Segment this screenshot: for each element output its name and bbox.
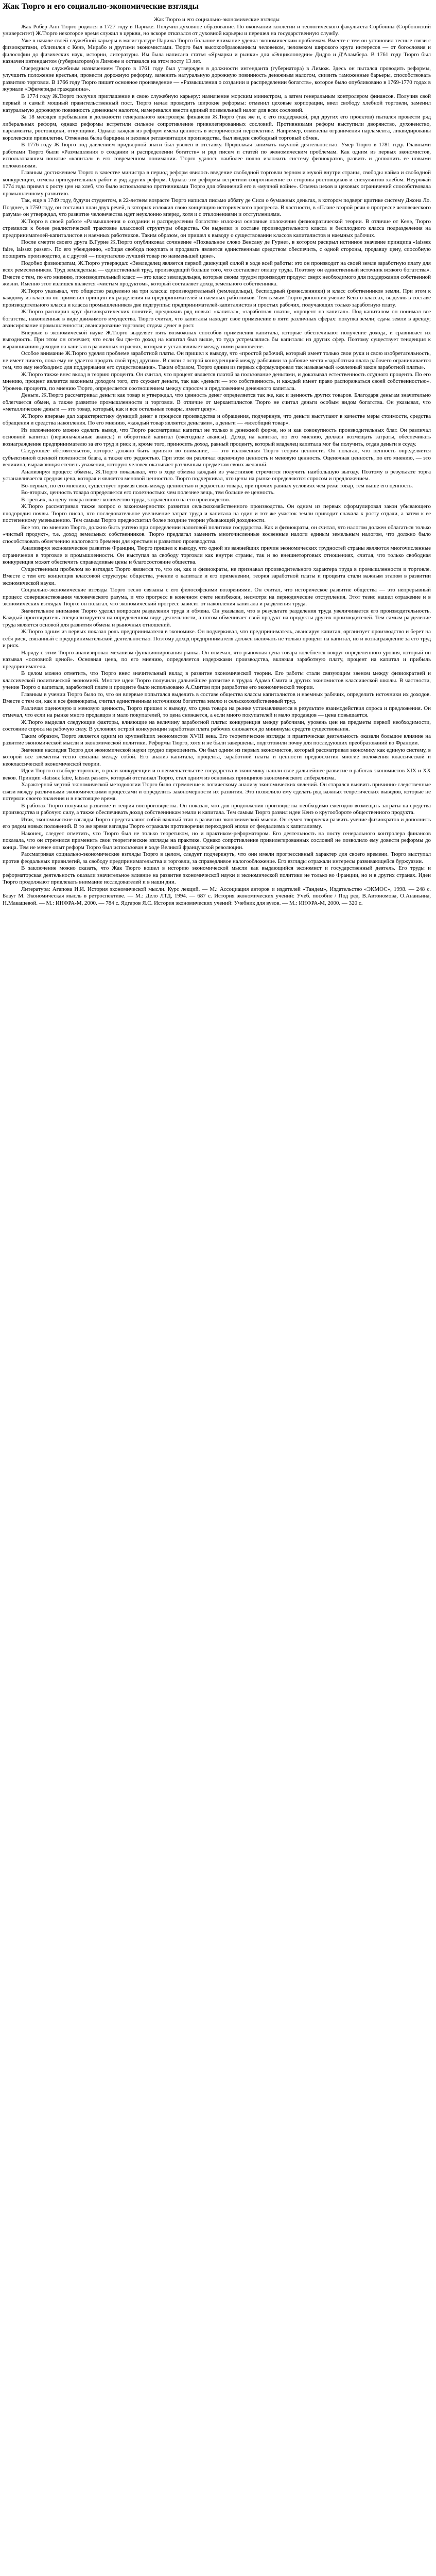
paragraph: Ж.Тюрго также внес вклад в теорию процента. Он считал, что процент является платой за пользование деньгами, и доказывал естественность ссудного процента. По его мнению, процент является законным доходом того, кто ссужает деньги, так как «деньги — это собственность, и каждый имеет право распоряжаться своей собственностью». Уровень процента, по мнению Тюрго, определяется соотношением между спросом и предложением денежного капитала. (3, 371, 431, 392)
paragraph: В целом можно отметить, что Тюрго внес значительный вклад в развитие экономической теории. Его работы стали связующим звеном между физиократией и классической политической экономией. Многие идеи Тюрго получили дальнейшее развитие в трудах Адама Смита и других экономистов классической школы. В частности, учение Тюрго о капитале, заработной плате и проценте было использовано А.Смитом при разработке его экономической теории. (3, 670, 431, 690)
paragraph: Ж.Тюрго выделял следующие факторы, влияющие на величину заработной платы: конкуренция между рабочими, уровень цен на предметы первой необходимости, состояние спроса на рабочую силу. В условиях острой конкуренции заработная плата рабочих снижается до минимума средств существования. (3, 719, 431, 732)
paragraph: Ж.Тюрго впервые дал характеристику функций денег в процессе производства и обращения, подчеркнув, что деньги выступают в качестве меры стоимости, средства обращения и средства накопления. По его мнению, «каждый товар является деньгами», а деньги — «всеобщий товар». (3, 413, 431, 426)
paragraph: Из изложенного можно сделать вывод, что Тюрго рассматривал капитал не только в денежной форме, но и как совокупность производительных благ. Он различал основной капитал (первоначальные авансы) и оборотный капитал (ежегодные авансы). Доход на капитал, по его мнению, должен возмещать затраты, обеспечивать вознаграждение предпринимателю за его труд и риск и, кроме того, приносить доход, равный проценту, который владелец капитала мог бы получить, отдав деньги в ссуду. (3, 427, 431, 447)
paragraph: Итак, экономические взгляды Тюрго представляют собой важный этап в развитии экономической мысли. Он сумел творчески развить учение физиократов и дополнить его рядом новых положений. В то же время взгляды Тюрго отражали противоречия переходной эпохи от феодализма к капитализму. (3, 816, 431, 829)
paragraph: Ж.Тюрго расширил круг физиократических понятий, предложив ряд новых: «капитал», «заработная плата», «процент на капитал». Под капиталом он понимал все богатства, накопленные в виде движимого имущества. Тюрго считал, что капиталы находят свое применение в пяти различных сферах: покупка земли; сдача земли в аренду; авансирование промышленности; авансирование торговли; отдача денег в рост. (3, 309, 431, 329)
paragraph: Анализируя процесс обмена, Ж.Тюрго показывал, что в ходе обмена каждый из участников стремится получить наибольшую выгоду. Поэтому в результате торга устанавливается средняя цена, которая и является меновой ценностью. Тюрго подчеркивал, что цены на рынке определяются спросом и предложением. (3, 468, 431, 482)
paragraph: Так, еще в 1749 году, будучи студентом, в 22-летнем возрасте Тюрго написал письмо аббату де Сиси о бумажных деньгах, в котором подверг критике систему Джона Ло. Позднее, в 1750 году, он составил план двух речей, в которых изложил свою концепцию исторического прогресса. В частности, в «Плане второй речи о прогрессе человеческого разума» он утверждал, что развитие человечества идет неуклонно вперед, хотя и с отклонениями и отступлениями. (3, 197, 431, 217)
paragraph: В-третьих, на цену товара влияет количество труда, затраченного на его производство. (21, 496, 230, 503)
paragraph: Таким образом, Тюрго является одним из крупнейших экономистов XVIII века. Его теоретические взгляды и практическая деятельность оказали большое влияние на развитие экономической мысли и экономической политики. Реформы Тюрго, хотя и не были завершены, подготовили почву для последующих преобразований во Франции. (3, 733, 431, 746)
paragraph: Особое внимание Ж.Тюрго уделял проблеме заработной платы. Он пришел к выводу, что «простой рабочий, который имеет только свои руки и свою изобретательность, не имеет ничего, пока ему не удается продать свой труд другим». В связи с острой конкуренцией между рабочими за рабочие места «заработная плата рабочего ограничивается тем, что ему необходимо для поддержания его существования». Таким образом, Тюрго одним из первых сформулировал так называемый «железный закон заработной платы». (3, 350, 431, 370)
paragraph: Наконец, следует отметить, что Тюрго был не только теоретиком, но и практиком-реформатором. Его деятельность на посту генерального контролера финансов показала, что он стремился применить свои теоретические взгляды на практике. Однако сопротивление привилегированных сословий не позволило ему довести реформы до конца. Тем не менее опыт реформ Тюрго был использован в ходе Великой французской революции. (3, 830, 431, 851)
paragraph: Ж.Тюрго рассматривал также вопрос о закономерностях развития сельскохозяйственного производства. Он одним из первых сформулировал закон убывающего плодородия почвы. Тюрго писал, что последовательное увеличение затрат труда и капитала на один и тот же участок земли приводит сначала к росту отдачи, а затем к ее постепенному уменьшению. Тем самым Тюрго предвосхитил более поздние теории убывающей доходности. (3, 503, 431, 523)
paragraph: Подобно физиократам, Ж.Тюрго утверждал: «Земледелец является первой движущей силой в ходе всей работы: это он производит на своей земле заработную плату для всех ремесленников. Труд земледельца — единственный труд, производящий больше того, что составляет оплату труда. Поэтому он единственный источник всякого богатства». Вместе с тем, по его мнению, производительный класс — это класс земледельцев, которые своим трудом производят продукт сверх необходимого для поддержания собственной жизни. Именно этот излишек является «чистым продуктом», который составляет доход земельного собственника. (3, 260, 431, 287)
document-subtitle: Жак Тюрго и его социально-экономические взгляды (153, 16, 280, 23)
paragraph: Ж.Тюрго указывал, что общество разделено на три класса: производительный (земледельцы), бесплодный (ремесленники) и класс собственников земли. При этом к каждому из классов он применил принцип их разделения на предпринимателей и наемных работников. Тем самым Тюрго дополнил учение Кенэ о классах, выделив в составе производительного класса и класса промышленников две подгруппы: предпринимателей-капиталистов и простых рабочих, получающих только заработную плату. (3, 287, 431, 308)
paragraph: Деньги. Ж.Тюрго рассматривал деньги как товар и утверждал, что ценность денег определяется так же, как и ценность других товаров. Благодаря деньгам значительно облегчается обмен, а также развитие промышленности и торговли. В отличие от меркантилистов Тюрго не считал деньги особым видом богатства. Он указывал, что «металлические деньги — это товар, который, как и все остальные товары, имеет цену». (3, 392, 431, 412)
document-title: Жак Тюрго и его социально-экономические взгляды (3, 2, 199, 11)
paragraph: Идеи Тюрго о свободе торговли, о роли конкуренции и о невмешательстве государства в экономику нашли свое дальнейшее развитие в работах экономистов XIX и XX веков. Принцип «laissez faire, laissez passer», который отстаивал Тюрго, стал одним из основных принципов экономического либерализма. (3, 768, 431, 781)
paragraph: Значение наследия Тюрго для экономической науки трудно переоценить. Он был одним из первых экономистов, который рассматривал экономику как единую систему, в которой все элементы тесно связаны между собой. Его анализ капитала, процента, заработной платы и ценности предвосхитил многие положения классической и неоклассической экономической теории. (3, 747, 431, 767)
paragraph: Наряду с этим Тюрго анализировал механизм функционирования рынка. Он отмечал, что рыночная цена товара колеблется вокруг определенного уровня, который он называл «основной ценой». Основная цена, по его мнению, определяется издержками производства, включая заработную плату, процент на капитал и прибыль предпринимателя. (3, 649, 431, 670)
paragraph: Характерной чертой экономической методологии Тюрго было стремление к логическому анализу экономических явлений. Он старался выявить причинно-следственные связи между различными экономическими процессами и определить закономерности их развития. Это позволило ему сделать ряд важных теоретических выводов, которые не потеряли своего значения и в настоящее время. (3, 782, 431, 802)
paragraph: В работах Тюрго получила развитие и теория воспроизводства. Он показал, что для продолжения производства необходимо ежегодно возмещать затраты на средства производства и рабочую силу, а также обеспечивать доход собственникам земли и капитала. Тем самым Тюрго развил идеи Кенэ о кругообороте общественного продукта. (3, 802, 431, 816)
paragraph: В заключение можно сказать, что Жак Тюрго вошел в историю экономической мысли как выдающийся экономист и государственный деятель. Его труды и реформаторская деятельность оказали значительное влияние на развитие экономической науки и экономической политики не только во Франции, но и в других странах. Идеи Тюрго продолжают привлекать внимание исследователей и в наши дни. (3, 865, 431, 885)
paragraph: Во-первых, по его мнению, существует прямая связь между ценностью и редкостью товара, при прочих равных условиях чем реже товар, тем выше его ценность. (21, 482, 413, 489)
paragraph: Различая оценочную и меновую ценность, Тюрго пришел к выводу, что цена товара на рынке устанавливается в результате взаимодействия спроса и предложения. Он отмечал, что если на рынке много продавцов и мало покупателей, то цена снижается, а если много покупателей и мало продавцов — цена повышается. (3, 705, 431, 718)
paragraph: Очередным служебным назначением Тюрго в 1761 году был утвержден в должности интенданта (губернатора) в Лимож. Здесь он пытался проводить реформы, улучшить положение крестьян, провести дорожную реформу, заменить натуральную дорожную повинность денежным налогом, снизить таможенные барьеры, способствовать развитию торговли. В 1766 году Тюрго пишет основное произведение — «Размышления о создании и распределении богатств», которое было опубликовано в 1769-1770 годах в журнале «Эфемериды гражданина». (3, 65, 431, 92)
paragraph: Анализируя экономическое развитие Франции, Тюрго пришел к выводу, что одной из важнейших причин экономических трудностей страны являются многочисленные ограничения в торговле и промышленности. Он выступал за свободу торговли как внутри страны, так и во внешнеторговых отношениях, считая, что только свободная конкуренция может обеспечить справедливые цены и благосостояние общества. (3, 545, 431, 565)
paragraph: Главным в учении Тюрго было то, что он впервые попытался выделить в составе общества классы капиталистов и наемных рабочих, определить источники их доходов. Вместе с тем он, как и все физиократы, считал единственным источником богатства землю и сельскохозяйственный труд. (3, 691, 431, 704)
paragraph: Уже в начале своей служебной карьеры в магистратуре Парижа Тюрго большое внимание уделял экономическим проблемам. Вместе с тем он установил тесные связи с физиократами, сблизился с Кенэ, Мирабо и другими экономистами. Тюрго был высокообразованным человеком, человеком широкого круга интересов — от богословия и философии до физических наук, истории, литературы. Им была написана статья «Ярмарки и рынки» для «Энциклопедии» Дидро и Д'Аламбера. В 1761 году Тюрго был назначен интендантом (губернатором) в Лиможе и оставался на этом посту 13 лет. (3, 37, 431, 64)
paragraph: Жак Робер Анн Тюрго родился в 1727 году в Париже. Получил духовное образование. По окончании коллегии и теологического факультета Сорбонны (Сорбоннский университет) Ж.Тюрго некоторое время служил в церкви, но вскоре отказался от духовной карьеры и перешел на государственную службу. (3, 23, 431, 37)
paragraph: Следующее обстоятельство, которое должно быть принято во внимание, — это изложенная Тюрго теория ценности. Он полагал, что ценность определяется субъективной оценкой полезности блага, а также его редкостью. При этом он различал оценочную ценность и меновую ценность. Оценочная ценность, по его мнению, — это величина, выражающая степень уважения, которую человек оказывает различным предметам своих желаний. (3, 448, 431, 468)
paragraph: Все это, по мнению Тюрго, должно быть учтено при определении налоговой политики государства. Как и физиократы, он считал, что налогом должен облагаться только «чистый продукт», т.е. доход земельных собственников. Тюрго предлагал заменить многочисленные косвенные налоги единым земельным налогом, что должно было способствовать облегчению налогового бремени для крестьян и развитию производства. (3, 524, 431, 545)
paragraph: Рассматривая социально-экономические взгляды Тюрго в целом, следует подчеркнуть, что они имели прогрессивный характер для своего времени. Тюрго выступал против феодальных привилегий, за свободу предпринимательства и торговли, за справедливое налогообложение. Его взгляды отражали интересы развивающейся буржуазии. (3, 851, 431, 865)
paragraph: Социально-экономические взгляды Тюрго тесно связаны с его философскими воззрениями. Он считал, что историческое развитие общества — это непрерывный процесс совершенствования человеческого разума, и что прогресс в конечном счете неизбежен, несмотря на периодические отступления. Этот тезис нашел отражение и в экономических взглядах Тюрго: он полагал, что экономический прогресс зависит от накопления капитала и разделения труда. (3, 587, 431, 607)
paragraph: Главным достижением Тюрго в качестве министра в период реформ явилось введение свободной торговли зерном и мукой внутри страны, свободы найма и свободной конкуренции, отмена принудительных работ и ряд других реформ. Однако эти реформы встретили сопротивление со стороны ростовщиков и спекулянтов хлебом. Неурожай 1774 года привел к росту цен на хлеб, что было использовано противниками Тюрго для обвинений его в «мучной войне». Отмена цехов и цеховых ограничений способствовала промышленному развитию. (3, 170, 431, 197)
paragraph: Ж.Тюрго одним из первых показал роль предпринимателя в экономике. Он подчеркивал, что предприниматель, авансируя капитал, организует производство и берет на себя риск, связанный с предпринимательской деятельностью. Поэтому доход предпринимателя должен включать не только процент на капитал, но и вознаграждение за его труд и риск. (3, 629, 431, 649)
paragraph: После смерти своего друга В.Гурне Ж.Тюрго опубликовал сочинение «Похвальное слово Венсану де Гурне», в котором раскрыл истинное значение принципа «laissez faire, laissez passer». По его убеждению, «общая свобода покупать и продавать является единственным средством обеспечить, с одной стороны, продавцу цену, способную поощрять производство, а с другой — покупателю лучший товар по наименьшей цене». (3, 239, 431, 259)
paragraph: Впервые в экономической науке Ж.Тюрго выделяет пять возможных способов применения капитала, которые обеспечивают получение дохода, и сравнивает их выгодность. При этом он отмечает, что если бы где-то доход на капитал был выше, то туда устремлялись бы капиталы из других сфер. Поэтому существует тенденция к выравниванию доходов на капитал в различных отраслях, которая и устанавливает между ними равновесие. (3, 329, 431, 350)
paragraph: Литература: Агапова И.И. История экономической мысли. Курс лекций. — М.: Ассоциация авторов и издателей «Тандем», Издательство «ЭКМОС», 1998. — 248 с. Блауг М. Экономическая мысль в ретроспективе. — М.: Дело ЛТД, 1994. — 687 с. История экономических учений: Учеб. пособие / Под ред. В.Автономова, О.Ананьина, Н.Макашевой. — М.: ИНФРА-М, 2000. — 784 с. Ядгаров Я.С. История экономических учений: Учебник для вузов. — М.: ИНФРА-М, 2000. — 320 с. (3, 886, 431, 906)
paragraph: Во-вторых, ценность товара определяется его полезностью: чем полезнее вещь, тем больше ее ценность. (21, 489, 275, 496)
document-body (3, 24, 431, 907)
paragraph: Значительное внимание Тюрго уделял вопросам разделения труда и обмена. Он указывал, что в результате разделения труда увеличивается его производительность. Каждый производитель специализируется на определенном виде деятельности, а потом обменивает свой продукт на продукты других производителей. Тем самым разделение труда является основой для развития обмена и рыночных отношений. (3, 607, 431, 628)
paragraph: Существенным пробелом во взглядах Тюрго является то, что он, как и физиократы, не признавал производительного характера труда в промышленности и торговле. Вместе с тем его концепция классовой структуры общества, учение о капитале и его применении, теория заработной платы и процента стали важным этапом в развитии экономической науки. (3, 566, 431, 586)
paragraph: Ж.Тюрго в своей работе «Размышления о создании и распределении богатств» изложил основные положения физиократической теории. В отличие от Кенэ, Тюрго стремился к более реалистической трактовке классовой структуры общества. Он выделил в составе производительного класса и бесплодного класса подразделения на предпринимателей-капиталистов и наемных работников. Таким образом, он пришел к выводу о существовании классов капиталистов и наемных рабочих. (3, 218, 431, 239)
paragraph: В 1776 году Ж.Тюрго под давлением придворной знати был уволен в отставку. Продолжая занимать научной деятельностью. Умер Тюрго в 1781 году. Главными работами Тюрго были «Размышления о создании и распределении богатств» и ряд писем и статей по экономическим проблемам. Как одним из первых экономистов, использовавшим понятие «капитал» в его современном понимании. Тюрго удалось наиболее полно изложить систему физиократов, развить и дополнить ее новыми положениями. (3, 142, 431, 169)
paragraph: В 1774 году Ж.Тюрго получил приглашение в свою служебную карьеру: назначение морским министром, а затем генеральным контролером финансов. Получив свой первый и самый мощный правительственный пост, Тюрго начал проводить широкие реформы: отменил цеховые корпорации, ввел свободу хлебной торговли, заменил натуральную дорожную повинность денежным налогом, намеревался ввести единый поземельный налог для всех сословий. (3, 93, 431, 113)
paragraph: За 18 месяцев пребывания в должности генерального контролера финансов Ж.Тюрго (так же и, с его поддержкой, ряд других его проектов) пытался провести ряд либеральных реформ, однако реформы встретили сильное сопротивление привилегированных сословий. Противниками реформ выступили дворянство, духовенство, парламенты, ростовщики, откупщики. Однако каждая из реформ имела ценность в исторической перспективе. Например, отменены ограничения парламента, ликвидированы королевские привилегии. Отменена была барщина и цеховая регламентация производства, был введен свободный торговый обмен. (3, 114, 431, 141)
